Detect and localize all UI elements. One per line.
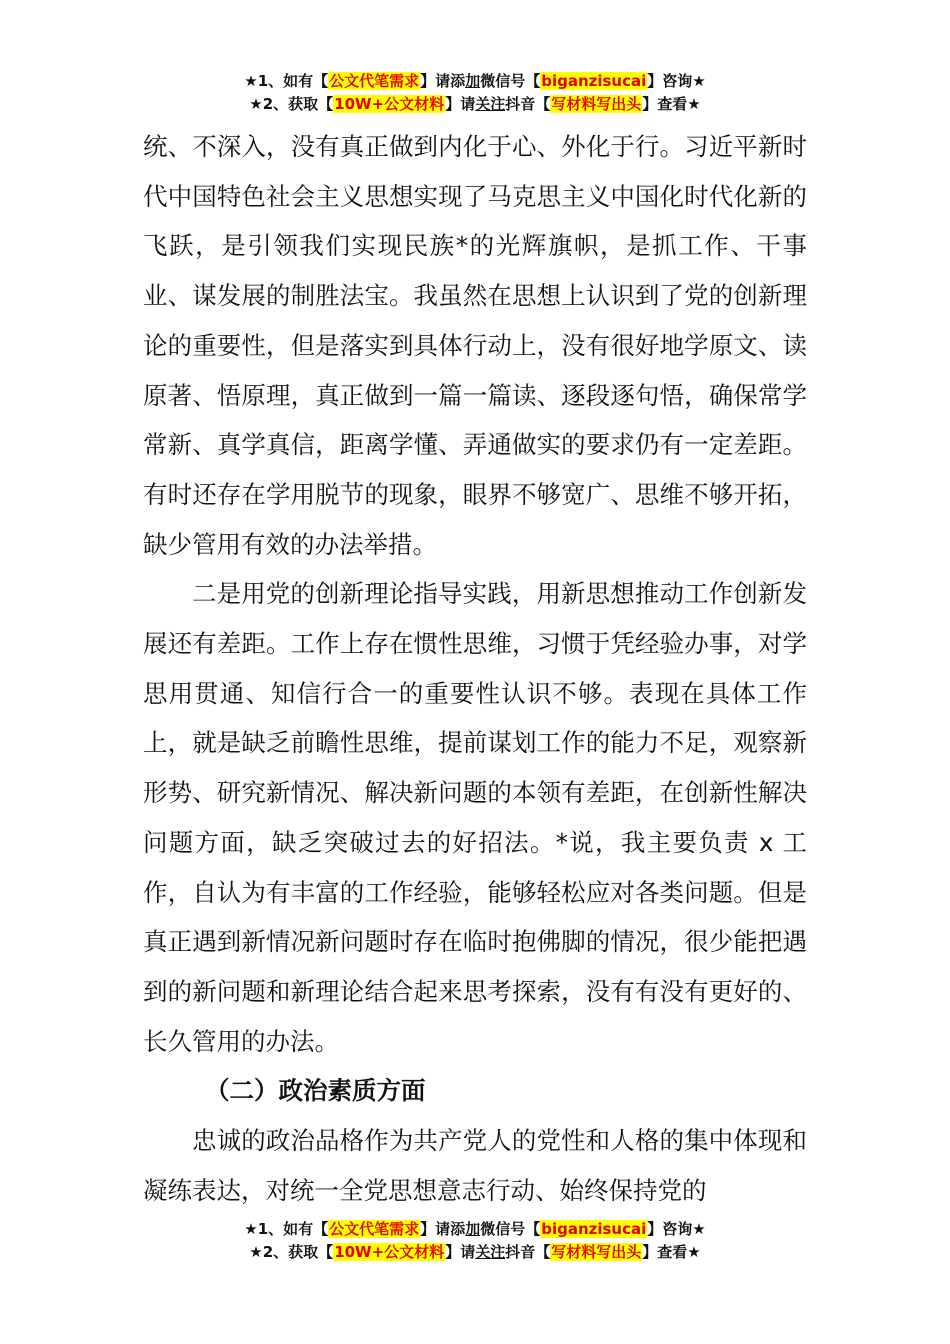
- banner-line-2: [0, 93, 950, 116]
- banner-text: 加: [465, 72, 481, 90]
- highlight-materials: 10W+公文材料: [334, 95, 445, 113]
- banner-line-1: [0, 1218, 950, 1241]
- banner-text: ★2、获取【: [249, 95, 334, 113]
- section-heading: （二）政治素质方面: [205, 1076, 426, 1106]
- banner-text: 】查看★: [642, 1243, 701, 1261]
- banner-text: 微信号【: [480, 1220, 541, 1238]
- banner-text: 微信号【: [480, 72, 541, 90]
- banner-text: 】咨询★: [647, 1220, 706, 1238]
- banner-text: 抖音【: [505, 95, 551, 113]
- highlight-materials: 10W+公文材料: [334, 1243, 445, 1261]
- highlight-douyin-account: 写材料写出头: [551, 1243, 642, 1261]
- header-banner: [0, 70, 950, 116]
- banner-text: 】请添: [420, 72, 466, 90]
- banner-text: 】请添: [420, 1220, 466, 1238]
- banner-text: ★1、如有【: [244, 1220, 329, 1238]
- highlight-douyin-account: 写材料写出头: [551, 95, 642, 113]
- banner-text: 关注: [475, 1243, 506, 1261]
- highlight-service: 公文代笔需求: [329, 72, 420, 90]
- highlight-wechat-id: biganzisucai: [541, 72, 647, 90]
- banner-text: ★2、获取【: [249, 1243, 334, 1261]
- highlight-wechat-id: biganzisucai: [541, 1220, 647, 1238]
- banner-text: 抖音【: [505, 1243, 551, 1261]
- highlight-service: 公文代笔需求: [329, 1220, 420, 1238]
- banner-text: 】请: [445, 1243, 476, 1261]
- banner-line-1: [0, 70, 950, 93]
- banner-text: 】查看★: [642, 95, 701, 113]
- banner-text: 】请: [445, 95, 476, 113]
- banner-text: 加: [465, 1220, 481, 1238]
- document-body: [143, 122, 807, 1215]
- paragraph-1: 统、不深入，没有真正做到内化于心、外化于行。习近平新时代中国特色社会主义思想实现了马克思主义中国化时代化新的飞跃，是引领我们实现民族*的光辉旗帜，是抓工作、干事业、谋发展的制胜法宝。我虽然在思想上认识到了党的创新理论的重要性，但是落实到具体行动上，没有很好地学原文、读原著、悟原理，真正做到一篇一篇读、逐段逐句悟，确保常学常新、真学真信，距离学懂、弄通做实的要求仍有一定差距。有时还存在学用脱节的现象，眼界不够宽广、思维不够开拓，缺少管用有效的办法举措。: [143, 132, 807, 559]
- banner-text: ★1、如有【: [244, 72, 329, 90]
- paragraph-3: 忠诚的政治品格作为共产党人的党性和人格的集中体现和凝练表达，对统一全党思想意志行动、始终保持党的: [143, 1126, 807, 1205]
- banner-text: 关注: [475, 95, 506, 113]
- paragraph-2: 二是用党的创新理论指导实践，用新思想推动工作创新发展还有差距。工作上存在惯性思维，习惯于凭经验办事，对学思用贯通、知信行合一的重要性认识不够。表现在具体工作上，就是缺乏前瞻性思维，提前谋划工作的能力不足，观察新形势、研究新情况、解决新问题的本领有差距，在创新性解决问题方面，缺乏突破过去的好招法。*说，我主要负责 x 工作，自认为有丰富的工作经验，能够轻松应对各类问题。但是真正遇到新情况新问题时存在临时抱佛脚的情况，很少能把遇到的新问题和新理论结合起来思考探索，没有有没有更好的、长久管用的办法。: [143, 579, 807, 1056]
- footer-banner: [0, 1218, 950, 1264]
- banner-line-2: [0, 1241, 950, 1264]
- banner-text: 】咨询★: [647, 72, 706, 90]
